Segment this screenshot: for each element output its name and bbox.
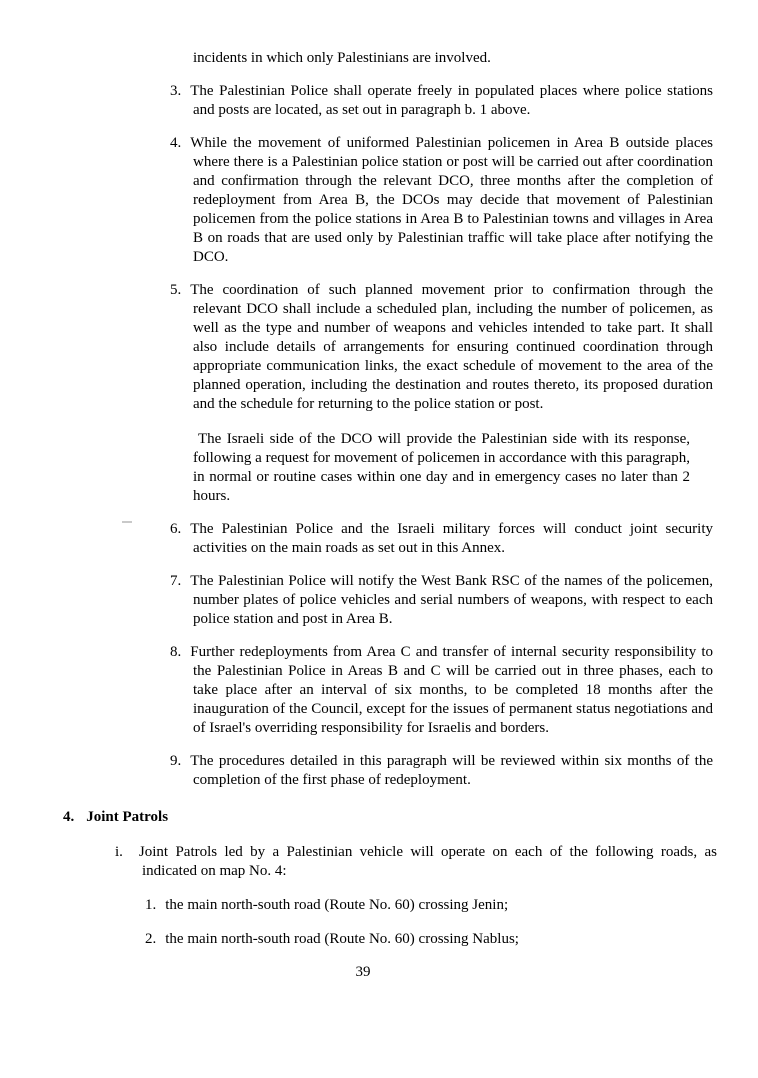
page-number: 39	[355, 964, 371, 980]
numbered-item	[170, 281, 713, 414]
section-title: Joint Patrols	[86, 809, 169, 825]
road-item	[145, 930, 758, 949]
item-text: The Palestinian Police will notify the West Bank RSC of the names of the policemen, number plates of police vehicles and serial numbers of weapons, with respect to each police station and post in Area B.	[190, 573, 713, 627]
list-marker: 4.	[170, 135, 182, 151]
list-marker: 3.	[170, 83, 182, 99]
list-marker: 2.	[145, 931, 157, 947]
scan-speck-artifact	[122, 521, 132, 523]
road-item-text: the main north-south road (Route No. 60) crossing Nablus;	[165, 931, 519, 947]
item-text: The procedures detailed in this paragraph will be reviewed within six months of the completion of the first phase of redeployment.	[190, 753, 713, 788]
item-text: Further redeployments from Area C and transfer of internal security responsibility to the Palestinian Police in Areas B and C will be carried out in three phases, each to take place after an interval of six months, to be completed 18 months after the inauguration of the Council, except for the issues of permanent status negotiations and of Israel's overriding responsibility for Israelis and borders.	[190, 644, 713, 736]
numbered-item	[170, 643, 713, 738]
road-item	[145, 896, 758, 915]
item-text: The coordination of such planned movement prior to confirmation through the relevant DCO shall include a scheduled plan, including the number of policemen, as well as the type and number of weapons and vehicles intended to take part. It shall also include details of arrangements for ensuring continued coordination through appropriate communication links, the exact schedule of movement to the area of the planned operation, including the destination and routes thereto, its proposed duration and the schedule for returning to the police station or post.	[190, 282, 713, 412]
section-heading	[63, 808, 758, 827]
numbered-item	[170, 752, 713, 790]
list-marker: 8.	[170, 644, 182, 660]
sub-item-text: Joint Patrols led by a Palestinian vehicle will operate on each of the following roads, as indicated on map No. 4:	[138, 844, 717, 879]
continuation-paragraph	[193, 430, 690, 506]
numbered-item	[170, 134, 713, 267]
item-text: While the movement of uniformed Palestinian policemen in Area B outside places where there is a Palestinian police station or post will be carried out after coordination and confirmation through the relevant DCO, three months after the completion of redeployment from Area B, the DCOs may decide that movement of Palestinian policemen from the police stations in Area B to Palestinian towns and villages in Area B on roads that are used only by Palestinian traffic will take place after notifying the DCO.	[190, 135, 713, 265]
item-text: The Palestinian Police and the Israeli military forces will conduct joint security activities on the main roads as set out in this Annex.	[190, 521, 713, 556]
list-marker: i.	[115, 844, 123, 860]
numbered-item	[170, 572, 713, 629]
road-item-text: the main north-south road (Route No. 60) crossing Jenin;	[165, 897, 509, 913]
continuation-text: The Israeli side of the DCO will provide the Palestinian side with its response, following a request for movement of policemen in accordance with this paragraph, in normal or routine cases within one day and in emergency cases no later than 2 hours.	[193, 431, 690, 504]
item-text: The Palestinian Police shall operate freely in populated places where police stations and posts are located, as set out in paragraph b. 1 above.	[190, 83, 713, 118]
section-marker: 4.	[63, 809, 75, 825]
list-marker: 6.	[170, 521, 182, 537]
list-marker: 7.	[170, 573, 182, 589]
list-marker: 5.	[170, 282, 182, 298]
numbered-item	[170, 520, 713, 558]
numbered-item	[170, 82, 713, 120]
fragment-text: incidents in which only Palestinians are involved.	[193, 50, 491, 66]
list-marker: 1.	[145, 897, 157, 913]
sub-item	[115, 843, 717, 881]
list-marker: 9.	[170, 753, 182, 769]
paragraph-fragment	[193, 49, 690, 68]
